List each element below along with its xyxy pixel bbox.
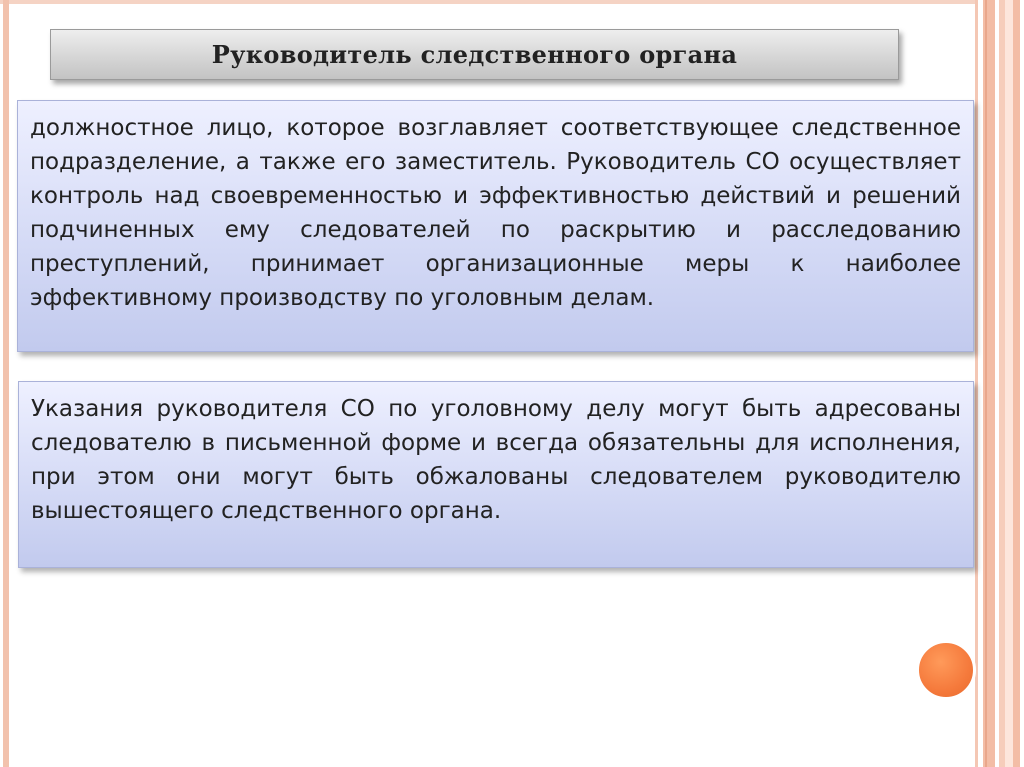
frame-right-inner-line <box>985 0 987 767</box>
slide-title: Руководитель следственного органа <box>211 40 738 69</box>
instructions-text: Указания руководителя СО по уголовному делу могут быть адресованы следователю в письменной форме и всегда обязательны для исполнения, при этом они могут быть обжалованы следователем руководителю вышестоящего следственного органа. <box>31 396 961 524</box>
definition-text: должностное лицо, которое возглавляет соответствующее следственное подразделение, а также его заместитель. Руководитель СО осуществляет контроль над своевременностью и эффективностью действий и решений подчиненных ему следователей по раскрытию и расследованию преступлений, принимает организационные меры к наиболее эффективному производству по уголовным делам. <box>30 115 961 311</box>
frame-top-border <box>0 0 975 4</box>
frame-right-border <box>975 0 1024 767</box>
definition-box <box>17 100 974 352</box>
orange-circle-decoration <box>916 640 976 700</box>
title-box <box>50 29 899 80</box>
instructions-box <box>18 381 974 568</box>
frame-left-border <box>3 0 9 767</box>
